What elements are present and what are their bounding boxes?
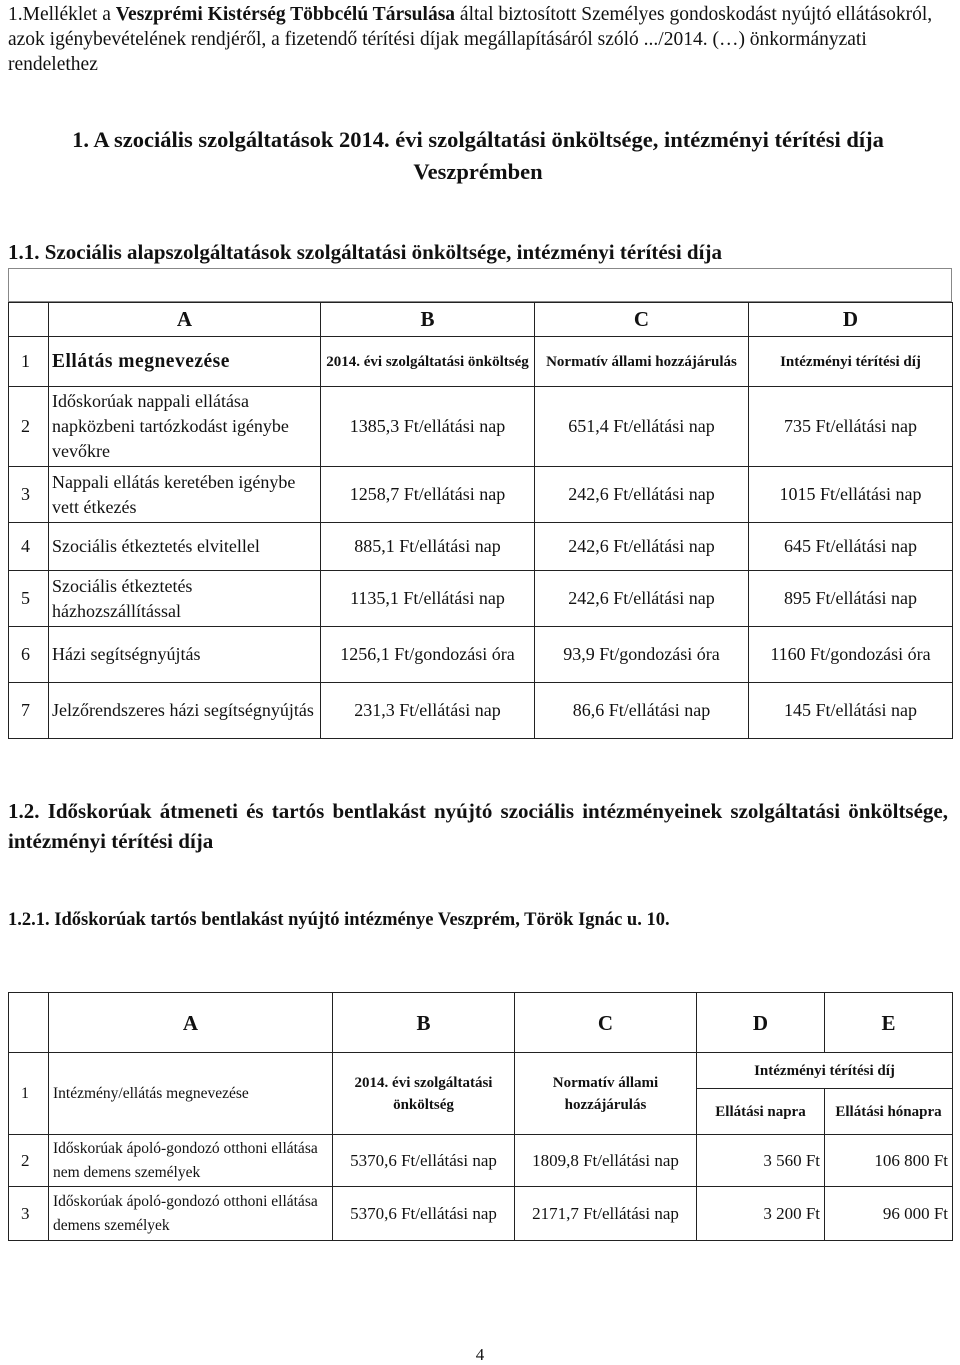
header-d: Intézményi térítési díj [749, 337, 953, 387]
table-col-letters [9, 303, 953, 337]
col-letter-d: D [749, 303, 953, 337]
intro-suffix: által biztosított Személyes gondoskodást nyújtó ellátásokról, azok igénybevételének rendjéről, a fizetendő térítési díjak megállapításáról szóló .../2014. (…) önkormányzati rendelethez [8, 4, 933, 75]
row-b: 1385,3 Ft/ellátási nap [321, 387, 535, 467]
row-number: 7 [9, 683, 49, 739]
header-b: 2014. évi szolgáltatási önköltség [333, 1053, 515, 1135]
header-c: Normatív állami hozzájárulás [515, 1053, 697, 1135]
row-b: 5370,6 Ft/ellátási nap [333, 1187, 515, 1241]
row-name: Időskorúak ápoló-gondozó otthoni ellátása demens személyek [49, 1187, 333, 1241]
table-bentlakasos [8, 992, 953, 1241]
header-de: Intézményi térítési díj [697, 1053, 953, 1089]
heading-1-2-1: 1.2.1. Időskorúak tartós bentlakást nyújtó intézménye Veszprém, Török Ignác u. 10. [8, 910, 670, 930]
heading-1-1: 1.1. Szociális alapszolgáltatások szolgáltatási önköltsége, intézményi térítési díja [8, 240, 722, 264]
table-row [9, 387, 953, 467]
table-row [9, 1135, 953, 1187]
row-number: 3 [9, 1187, 49, 1241]
col-letter-e: E [825, 993, 953, 1053]
row-name: Szociális étkeztetés házhozszállítással [49, 571, 321, 627]
row-d: 645 Ft/ellátási nap [749, 523, 953, 571]
row-number: 2 [9, 387, 49, 467]
header-e: Ellátási hónapra [825, 1089, 953, 1135]
table-row [9, 683, 953, 739]
col-letter-d: D [697, 993, 825, 1053]
table-alapszolgaltatasok [8, 302, 953, 739]
row-name: Időskorúak ápoló-gondozó otthoni ellátása nem demens személyek [49, 1135, 333, 1187]
col-letter-c: C [535, 303, 749, 337]
row-b: 1256,1 Ft/gondozási óra [321, 627, 535, 683]
row-number: 6 [9, 627, 49, 683]
header-name: Intézmény/ellátás megnevezése [49, 1053, 333, 1135]
row-name: Időskorúak nappali ellátása napközbeni tartózkodást igénybe vevőkre [49, 387, 321, 467]
row-c: 2171,7 Ft/ellátási nap [515, 1187, 697, 1241]
row-d: 3 200 Ft [697, 1187, 825, 1241]
row-name: Jelzőrendszeres házi segítségnyújtás [49, 683, 321, 739]
heading-1: 1. A szociális szolgáltatások 2014. évi szolgáltatási önköltsége, intézményi térítési díja Veszprémben [72, 127, 884, 184]
row-d: 1015 Ft/ellátási nap [749, 467, 953, 523]
row-b: 5370,6 Ft/ellátási nap [333, 1135, 515, 1187]
row-b: 1135,1 Ft/ellátási nap [321, 571, 535, 627]
row-b: 885,1 Ft/ellátási nap [321, 523, 535, 571]
table-header-row [9, 337, 953, 387]
empty-box [8, 268, 952, 302]
page-number: 4 [475, 1345, 485, 1364]
row-name: Szociális étkeztetés elvitellel [49, 523, 321, 571]
col-letter-a: A [49, 993, 333, 1053]
row-c: 242,6 Ft/ellátási nap [535, 467, 749, 523]
row-d: 145 Ft/ellátási nap [749, 683, 953, 739]
table-row [9, 1187, 953, 1241]
table-row [9, 571, 953, 627]
table-header-row [9, 1053, 953, 1089]
row-number: 1 [9, 337, 49, 387]
row-number: 2 [9, 1135, 49, 1187]
intro-bold: Veszprémi Kistérség Többcélú Társulása [115, 4, 456, 25]
header-b: 2014. évi szolgáltatási önköltség [321, 337, 535, 387]
row-c: 242,6 Ft/ellátási nap [535, 523, 749, 571]
intro-paragraph [8, 2, 948, 77]
table-row [9, 627, 953, 683]
row-e: 96 000 Ft [825, 1187, 953, 1241]
row-name: Nappali ellátás keretében igénybe vett étkezés [49, 467, 321, 523]
header-c: Normatív állami hozzájárulás [535, 337, 749, 387]
row-number: 4 [9, 523, 49, 571]
intro-prefix: 1.Melléklet a [8, 4, 116, 25]
row-name: Házi segítségnyújtás [49, 627, 321, 683]
row-d: 1160 Ft/gondozási óra [749, 627, 953, 683]
heading-1-2: 1.2. Időskorúak átmeneti és tartós bentlakást nyújtó szociális intézményeinek szolgáltatási önköltsége, intézményi térítési díja [8, 799, 948, 853]
row-c: 651,4 Ft/ellátási nap [535, 387, 749, 467]
row-c: 86,6 Ft/ellátási nap [535, 683, 749, 739]
col-letter-b: B [321, 303, 535, 337]
row-c: 93,9 Ft/gondozási óra [535, 627, 749, 683]
row-d: 735 Ft/ellátási nap [749, 387, 953, 467]
row-b: 1258,7 Ft/ellátási nap [321, 467, 535, 523]
table-col-letters [9, 993, 953, 1053]
row-b: 231,3 Ft/ellátási nap [321, 683, 535, 739]
header-name: Ellátás megnevezése [49, 337, 321, 387]
col-letter-b: B [333, 993, 515, 1053]
row-e: 106 800 Ft [825, 1135, 953, 1187]
col-letter-c: C [515, 993, 697, 1053]
row-c: 242,6 Ft/ellátási nap [535, 571, 749, 627]
col-letter-a: A [49, 303, 321, 337]
row-number: 1 [9, 1053, 49, 1135]
row-number: 5 [9, 571, 49, 627]
header-d: Ellátási napra [697, 1089, 825, 1135]
row-number: 3 [9, 467, 49, 523]
row-d: 3 560 Ft [697, 1135, 825, 1187]
row-d: 895 Ft/ellátási nap [749, 571, 953, 627]
table-row [9, 523, 953, 571]
table-row [9, 467, 953, 523]
row-c: 1809,8 Ft/ellátási nap [515, 1135, 697, 1187]
